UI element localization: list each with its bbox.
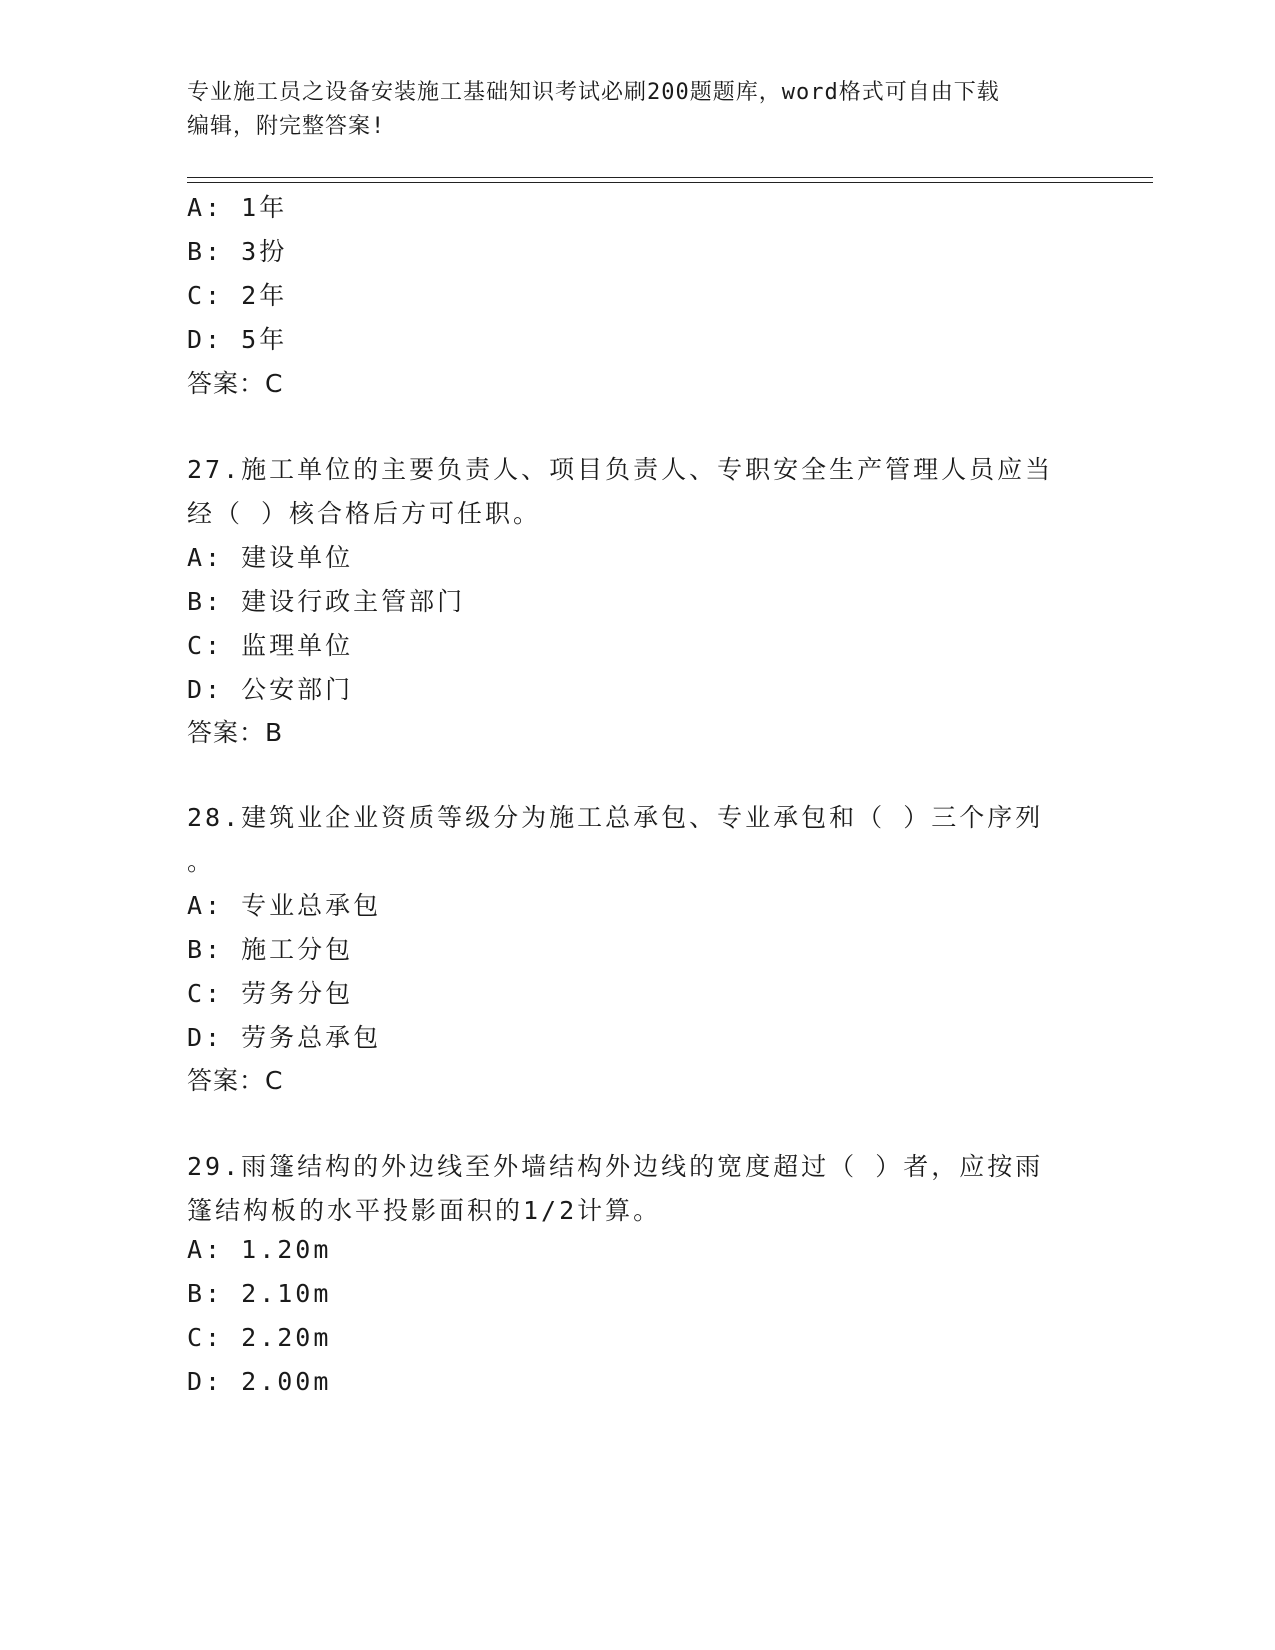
q29-option-c: C: 2.20m (187, 1323, 332, 1352)
q27-stem-line-1: 27.施工单位的主要负责人、项目负责人、专职安全生产管理人员应当 (187, 455, 1054, 484)
q27-option-c: C: 监理单位 (187, 631, 354, 660)
document-header (187, 76, 1087, 144)
q27-option-b: B: 建设行政主管部门 (187, 587, 466, 616)
q28-option-a: A: 专业总承包 (187, 891, 382, 920)
q29-stem-line-1: 29.雨篷结构的外边线至外墙结构外边线的宽度超过（ ）者，应按雨 (187, 1152, 1044, 1181)
q27-answer: 答案：B (187, 718, 284, 747)
header-divider-top (187, 177, 1153, 178)
header-line-1: 专业施工员之设备安装施工基础知识考试必刷200题题库，word格式可自由下载 (187, 80, 1000, 105)
header-line-2: 编辑，附完整答案! (187, 114, 386, 139)
q28-option-c: C: 劳务分包 (187, 979, 354, 1008)
q26-option-c: C: 2年 (187, 281, 288, 310)
q27-option-d: D: 公安部门 (187, 675, 354, 704)
q27-option-a: A: 建设单位 (187, 543, 354, 572)
header-divider-bottom (187, 182, 1153, 183)
q28-option-b: B: 施工分包 (187, 935, 354, 964)
q29-stem-line-2: 篷结构板的水平投影面积的1/2计算。 (187, 1196, 662, 1225)
q28-option-d: D: 劳务总承包 (187, 1023, 382, 1052)
q27-stem-line-2: 经（ ）核合格后方可任职。 (187, 499, 542, 528)
q28-answer: 答案：C (187, 1066, 284, 1095)
q26-option-d: D: 5年 (187, 325, 288, 354)
q29-option-b: B: 2.10m (187, 1279, 332, 1308)
q26-option-b: B: 3扮 (187, 237, 288, 266)
q29-option-a: A: 1.20m (187, 1235, 332, 1264)
q29-option-d: D: 2.00m (187, 1367, 332, 1396)
q28-stem-line-2: 。 (187, 847, 216, 876)
q26-answer: 答案：C (187, 369, 284, 398)
q28-stem-line-1: 28.建筑业企业资质等级分为施工总承包、专业承包和（ ）三个序列 (187, 803, 1044, 832)
q26-option-a: A: 1年 (187, 193, 288, 222)
